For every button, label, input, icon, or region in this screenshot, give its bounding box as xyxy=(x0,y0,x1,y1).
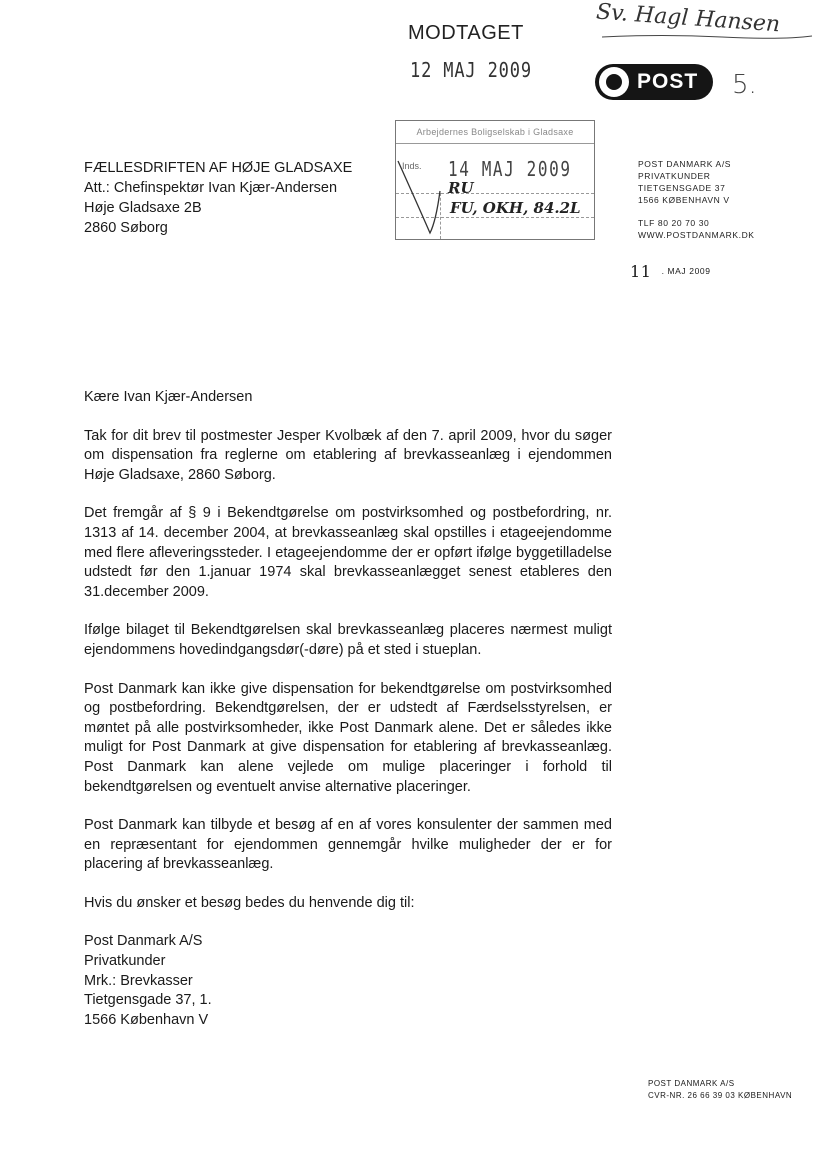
sender-city: 1566 KØBENHAVN V xyxy=(638,195,730,205)
sender-phone: TLF 80 20 70 30 xyxy=(638,218,710,228)
footer xyxy=(648,1078,792,1102)
paragraph: Post Danmark kan tilbyde et besøg af en af vores konsulenter der sammen med en repræsentant for ejendommen gennemgår hvilke muligheder der er for placering af brevkasseanlæg. xyxy=(84,817,612,873)
registration-stamp-date: 14 MAJ 2009 xyxy=(448,157,572,181)
sender-department: PRIVATKUNDER xyxy=(638,171,711,181)
post-logo xyxy=(595,64,713,100)
check-mark-icon xyxy=(396,141,456,241)
recipient-line: Høje Gladsaxe 2B xyxy=(84,200,202,216)
contact-line: Tietgensgade 37, 1. xyxy=(84,992,212,1009)
post-logo-word: POST xyxy=(637,70,699,93)
paragraph: Det fremgår af § 9 i Bekendtgørelse om postvirksomhed og postbefordring, nr. 1313 af 14. december 2004, at brevkasseanlæg skal opstilles i etageejendomme med flere afleveringssteder. I etageejendomme der er opført ifølge byggetilladelse udstedt før den 1.januar 1974 skal brevkasseanlægget senest etableres den 31.december 2009. xyxy=(84,505,612,600)
page-number: 5. xyxy=(732,70,757,100)
contact-line: 1566 København V xyxy=(84,1011,209,1028)
letter-date-month-year: . MAJ 2009 xyxy=(661,265,711,276)
recipient-line: FÆLLESDRIFTEN AF HØJE GLADSAXE xyxy=(84,160,353,176)
received-stamp-date: 12 MAJ 2009 xyxy=(410,58,532,82)
handwritten-note: Sv. Hagl Hansen xyxy=(595,0,781,38)
footer-company: POST DANMARK A/S xyxy=(648,1079,735,1088)
handwritten-underline xyxy=(602,36,812,38)
footer-cvr: CVR-NR. 26 66 39 03 KØBENHAVN xyxy=(648,1091,793,1100)
contact-line: Post Danmark A/S xyxy=(84,933,203,950)
paragraph: Tak for dit brev til postmester Jesper Kvolbæk af den 7. april 2009, hvor du søger om dispensation fra reglerne om etablering af brevkasseanlæg i ejendommen Høje Gladsaxe, 2860 Søborg. xyxy=(84,427,612,483)
salutation: Kære Ivan Kjær-Andersen xyxy=(84,389,253,405)
letter-date-day: 11 xyxy=(630,262,652,281)
sender-street: TIETGENSGADE 37 xyxy=(638,183,726,193)
registration-handwriting-2: FU, OKH, 84.2L xyxy=(450,199,581,217)
received-stamp-label: MODTAGET xyxy=(408,22,524,44)
recipient-line: 2860 Søborg xyxy=(84,220,168,236)
sender-company: POST DANMARK A/S xyxy=(638,159,732,169)
paragraph: Hvis du ønsker et besøg bedes du henvende dig til: xyxy=(84,894,415,911)
contact-address xyxy=(84,932,612,1030)
registration-stamp-header: Arbejdernes Boligselskab i Gladsaxe xyxy=(396,121,594,144)
paragraph: Post Danmark kan ikke give dispensation for bekendtgørelse om postvirksomhed og postbefordring. Bekendtgørelsen, der er udstedt af Færdselsstyrelsen, er møntet på alle postvirksomheder, ikke Post Danmark alene. Det er således ikke muligt for Post Danmark at give dispensation for etablering af brevkasseanlæg. Post Danmark kan alene vejlede om mulige placeringer i forhold til bekendtgørelsen og eventuelt anvise alternative placeringer. xyxy=(84,680,612,795)
recipient-address xyxy=(84,158,352,238)
sender-web: WWW.POSTDANMARK.DK xyxy=(638,230,755,240)
contact-line: Privatkunder xyxy=(84,953,166,970)
letter-date xyxy=(630,262,711,281)
paragraph: Ifølge bilaget til Bekendtgørelsen skal brevkasseanlæg placeres nærmest muligt ejendommens hovedindgangsdør(-døre) på et sted i stueplan. xyxy=(84,622,612,658)
posthorn-icon xyxy=(599,67,629,97)
registration-handwriting-1: RU xyxy=(448,179,474,197)
letter-body xyxy=(84,388,612,1030)
recipient-line: Att.: Chefinspektør Ivan Kjær-Andersen xyxy=(84,180,338,196)
registration-stamp-inds: Inds. xyxy=(402,161,422,171)
contact-line: Mrk.: Brevkasser xyxy=(84,972,193,989)
registration-stamp xyxy=(395,120,595,240)
sender-info xyxy=(638,158,755,241)
